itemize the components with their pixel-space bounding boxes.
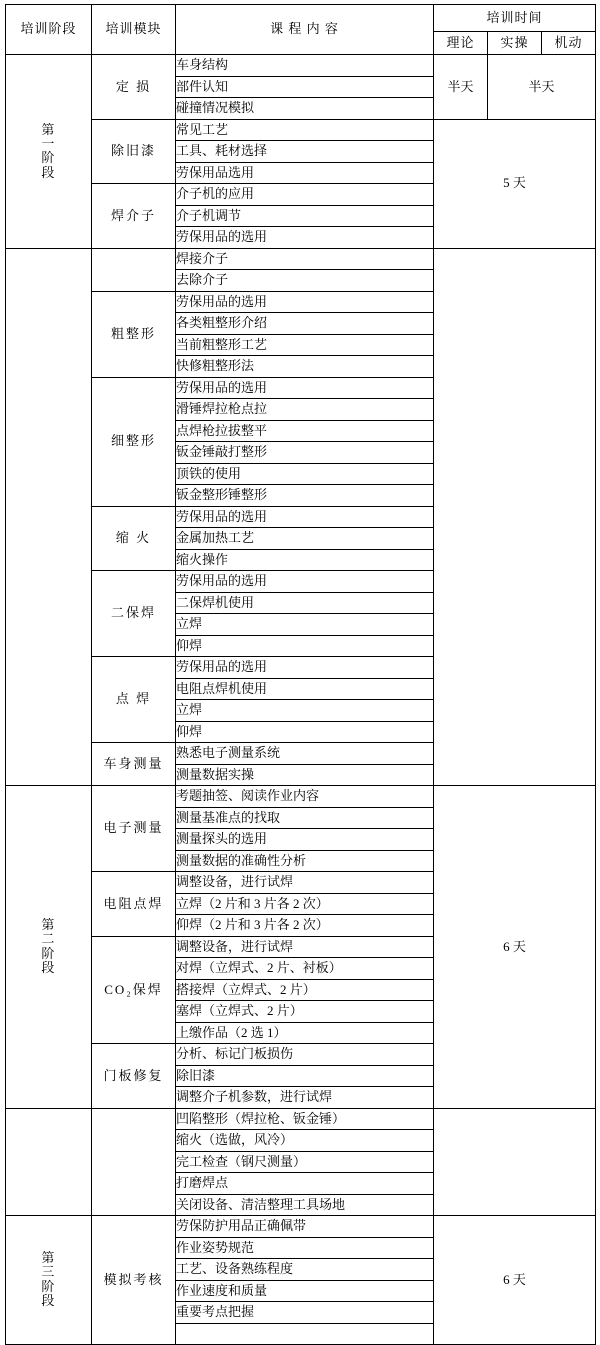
time-merged-cell: 5 天 bbox=[434, 119, 596, 248]
content-cell: 车身结构 bbox=[176, 55, 434, 77]
content-cell: 劳保用品的选用 bbox=[176, 227, 434, 249]
content-cell: 上缴作品（2 选 1） bbox=[176, 1022, 434, 1044]
module-label bbox=[92, 1108, 176, 1216]
content-cell: 完工检查（钢尺测量） bbox=[176, 1151, 434, 1173]
time-theory-cell: 半天 bbox=[434, 55, 488, 120]
content-cell: 分析、标记门板损伤 bbox=[176, 1044, 434, 1066]
content-cell: 调整设备，进行试焊 bbox=[176, 872, 434, 894]
content-cell: 熟悉电子测量系统 bbox=[176, 743, 434, 765]
content-cell: 除旧漆 bbox=[176, 1065, 434, 1087]
content-cell: 介子机调节 bbox=[176, 205, 434, 227]
content-cell: 测量探头的选用 bbox=[176, 829, 434, 851]
training-schedule-table bbox=[5, 4, 596, 1345]
content-cell: 各类粗整形介绍 bbox=[176, 313, 434, 335]
content-cell: 去除介子 bbox=[176, 270, 434, 292]
module-label bbox=[92, 248, 176, 291]
header-stage: 培训阶段 bbox=[6, 5, 92, 55]
stage-label-2 bbox=[6, 786, 92, 1109]
content-cell: 凹陷整形（焊拉枪、钣金锤） bbox=[176, 1108, 434, 1130]
content-cell: 工艺、设备熟练程度 bbox=[176, 1259, 434, 1281]
stage-label-blank bbox=[6, 248, 92, 786]
content-cell: 仰焊 bbox=[176, 721, 434, 743]
header-module: 培训模块 bbox=[92, 5, 176, 55]
header-content: 课 程 内 容 bbox=[176, 5, 434, 55]
content-cell: 搭接焊（立焊式、2 片） bbox=[176, 979, 434, 1001]
content-cell: 快修粗整形法 bbox=[176, 356, 434, 378]
content-cell: 常见工艺 bbox=[176, 119, 434, 141]
content-cell: 当前粗整形工艺 bbox=[176, 334, 434, 356]
content-cell: 工具、耗材选择 bbox=[176, 141, 434, 163]
content-cell: 测量数据的准确性分析 bbox=[176, 850, 434, 872]
table-row bbox=[6, 786, 596, 808]
module-label: 焊介子 bbox=[92, 184, 176, 249]
content-cell: 关闭设备、清洁整理工具场地 bbox=[176, 1194, 434, 1216]
content-cell: 测量基准点的找取 bbox=[176, 807, 434, 829]
content-cell: 顶铁的使用 bbox=[176, 463, 434, 485]
content-cell: 调整介子机参数，进行试焊 bbox=[176, 1087, 434, 1109]
table-header-row bbox=[6, 5, 596, 32]
module-label: 模拟考核 bbox=[92, 1216, 176, 1345]
module-label: CO₂保焊 bbox=[92, 936, 176, 1044]
module-label: 定 损 bbox=[92, 55, 176, 120]
content-cell: 钣金整形锤整形 bbox=[176, 485, 434, 507]
time-blank-cell bbox=[434, 1108, 596, 1216]
module-label: 缩 火 bbox=[92, 506, 176, 571]
stage-label-3 bbox=[6, 1216, 92, 1345]
module-label: 电子测量 bbox=[92, 786, 176, 872]
content-cell: 碰撞情况模拟 bbox=[176, 98, 434, 120]
header-time-practice: 实操 bbox=[488, 32, 542, 55]
content-cell: 考题抽签、阅读作业内容 bbox=[176, 786, 434, 808]
content-cell: 立焊 bbox=[176, 700, 434, 722]
content-cell: 介子机的应用 bbox=[176, 184, 434, 206]
content-cell: 劳保用品选用 bbox=[176, 162, 434, 184]
content-cell: 劳保防护用品正确佩带 bbox=[176, 1216, 434, 1238]
module-label: 点 焊 bbox=[92, 657, 176, 743]
module-label: 粗整形 bbox=[92, 291, 176, 377]
module-label: 二保焊 bbox=[92, 571, 176, 657]
content-cell: 劳保用品的选用 bbox=[176, 657, 434, 679]
content-cell: 滑锤焊拉枪点拉 bbox=[176, 399, 434, 421]
content-cell: 点焊枪拉拔整平 bbox=[176, 420, 434, 442]
stage-label-blank bbox=[6, 1108, 92, 1216]
time-practice-cell: 半天 bbox=[488, 55, 596, 120]
table-row bbox=[6, 248, 596, 270]
content-cell: 劳保用品的选用 bbox=[176, 291, 434, 313]
content-cell: 金属加热工艺 bbox=[176, 528, 434, 550]
content-cell: 重要考点把握 bbox=[176, 1302, 434, 1324]
content-cell: 电阻点焊机使用 bbox=[176, 678, 434, 700]
content-cell: 缩火（选做，风冷） bbox=[176, 1130, 434, 1152]
content-cell: 立焊 bbox=[176, 614, 434, 636]
time-merged-cell: 6 天 bbox=[434, 786, 596, 1109]
module-label: 细整形 bbox=[92, 377, 176, 506]
module-label: 除旧漆 bbox=[92, 119, 176, 184]
content-cell: 二保焊机使用 bbox=[176, 592, 434, 614]
content-cell: 作业速度和质量 bbox=[176, 1280, 434, 1302]
content-cell: 部件认知 bbox=[176, 76, 434, 98]
content-cell: 钣金锤敲打整形 bbox=[176, 442, 434, 464]
header-time-flex: 机动 bbox=[542, 32, 596, 55]
stage-label-2-text: 第二阶段 bbox=[41, 917, 57, 976]
stage-label-1 bbox=[6, 55, 92, 249]
content-cell: 对焊（立焊式、2 片、衬板） bbox=[176, 958, 434, 980]
module-label: 电阻点焊 bbox=[92, 872, 176, 937]
table-row bbox=[6, 1108, 596, 1130]
content-cell: 仰焊 bbox=[176, 635, 434, 657]
table-row bbox=[6, 119, 596, 141]
table-row bbox=[6, 1216, 596, 1238]
content-cell: 打磨焊点 bbox=[176, 1173, 434, 1195]
content-cell: 劳保用品的选用 bbox=[176, 506, 434, 528]
content-cell: 劳保用品的选用 bbox=[176, 377, 434, 399]
header-time: 培训时间 bbox=[434, 5, 596, 32]
content-cell: 塞焊（立焊式、2 片） bbox=[176, 1001, 434, 1023]
content-cell: 焊接介子 bbox=[176, 248, 434, 270]
content-cell: 调整设备，进行试焊 bbox=[176, 936, 434, 958]
time-blank-cell bbox=[434, 248, 596, 786]
content-cell: 缩火操作 bbox=[176, 549, 434, 571]
stage-label-3-text: 第三阶段 bbox=[41, 1250, 57, 1309]
stage-label-1-text: 第一阶段 bbox=[41, 121, 57, 180]
module-label: 门板修复 bbox=[92, 1044, 176, 1109]
time-merged-cell: 6 天 bbox=[434, 1216, 596, 1345]
module-label: 车身测量 bbox=[92, 743, 176, 786]
content-cell bbox=[176, 1323, 434, 1344]
content-cell: 测量数据实操 bbox=[176, 764, 434, 786]
content-cell: 作业姿势规范 bbox=[176, 1237, 434, 1259]
content-cell: 劳保用品的选用 bbox=[176, 571, 434, 593]
header-time-theory: 理论 bbox=[434, 32, 488, 55]
table-row bbox=[6, 55, 596, 77]
content-cell: 仰焊（2 片和 3 片各 2 次） bbox=[176, 915, 434, 937]
content-cell: 立焊（2 片和 3 片各 2 次） bbox=[176, 893, 434, 915]
